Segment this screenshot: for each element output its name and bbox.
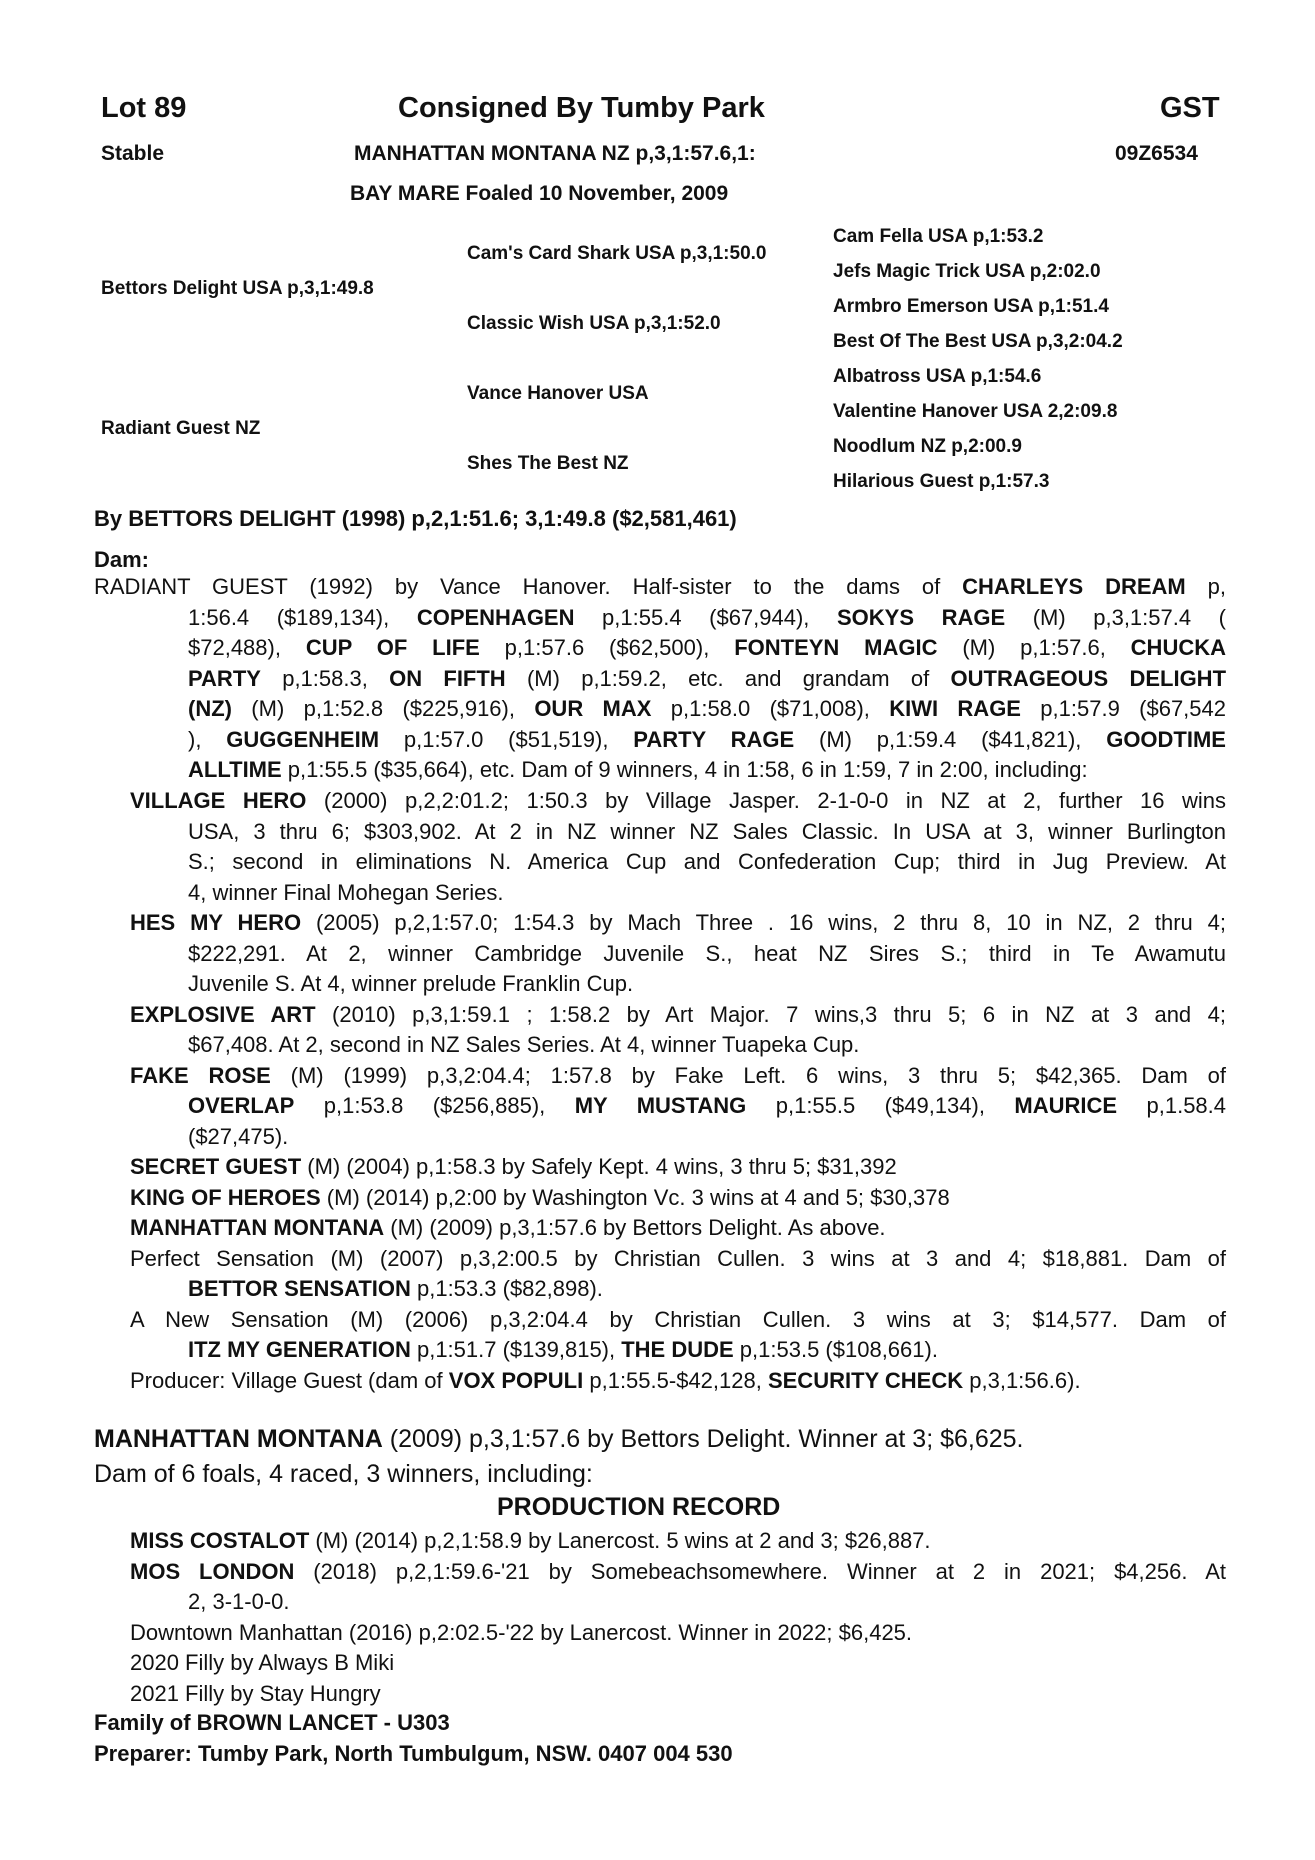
- production-entry: [130, 1557, 1226, 1618]
- progeny-entry-first-line: [130, 1000, 1226, 1031]
- progeny-entry: [130, 1000, 1226, 1061]
- pedigree-dam: Radiant Guest NZ: [101, 418, 261, 439]
- pedigree-g3-3: Armbro Emerson USA p,1:51.4: [833, 296, 1109, 317]
- bold-name: GOODTIME: [1106, 726, 1226, 752]
- bold-name: FAKE ROSE: [130, 1062, 271, 1088]
- text-run: p,1:57.0 ($51,519),: [379, 726, 634, 752]
- bold-name: FONTEYN MAGIC: [734, 635, 938, 660]
- text-run: 2020 Filly by Always B Miki: [130, 1650, 395, 1675]
- progeny-entry-line: [188, 847, 1226, 878]
- text-run: (M) p,1:52.8 ($225,916),: [231, 696, 535, 721]
- production-heading: PRODUCTION RECORD: [497, 1493, 781, 1521]
- pedigree-sire: Bettors Delight USA p,3,1:49.8: [101, 278, 374, 299]
- text-run: $222,291. At 2, winner Cambridge Juvenile S., heat NZ Sires S.; third in Te Awamutu: [188, 940, 1226, 966]
- progeny-entry-first-line: [130, 1061, 1226, 1092]
- bold-name: SOKYS RAGE: [836, 604, 1006, 630]
- bold-name: KIWI RAGE: [889, 696, 1021, 721]
- progeny-entry-line: [188, 939, 1226, 970]
- progeny-entry: [130, 1061, 1226, 1153]
- bold-name: THE DUDE: [621, 1337, 734, 1362]
- progeny-entry: [130, 908, 1226, 1000]
- text-run: A New Sensation (M) (2006) p,3,2:04.4 by Christian Cullen. 3 wins at 3; $14,577. Dam of: [130, 1306, 1226, 1332]
- pedigree-g3-1: Cam Fella USA p,1:53.2: [833, 226, 1044, 247]
- text-run: USA, 3 thru 6; $303,902. At 2 in NZ winner NZ Sales Classic. In USA at 3, winner Burlington: [188, 818, 1226, 844]
- production-entry: [130, 1526, 1226, 1557]
- dam-line: [188, 664, 1226, 695]
- progeny-entry: [130, 786, 1226, 908]
- pedigree-dam-dam: Shes The Best NZ: [467, 453, 629, 474]
- text-run: p,1:55.5 ($35,664), etc. Dam of 9 winners, 4 in 1:58, 6 in 1:59, 7 in 2:00, including:: [281, 757, 1088, 782]
- text-run: p,1:57.9 ($67,542: [1020, 696, 1227, 721]
- text-run: p,1:55.5-$42,128,: [583, 1367, 768, 1393]
- text-run: p,3,1:56.6).: [963, 1367, 1081, 1393]
- pedigree-g3-8: Hilarious Guest p,1:57.3: [833, 471, 1050, 492]
- bold-name: PARTY: [188, 665, 261, 691]
- bold-name: MANHATTAN MONTANA: [130, 1215, 385, 1240]
- text-run: (2018) p,2,1:59.6-'21 by Somebeachsomewhere. Winner at 2 in 2021; $4,256. At: [294, 1558, 1226, 1584]
- bold-name: OVERLAP: [188, 1093, 295, 1118]
- progeny-entry-line: [188, 1030, 1226, 1061]
- progeny-entry-first-line: [130, 1305, 1226, 1336]
- text-run: S.; second in eliminations N. America Cup and Confederation Cup; third in Jug Preview. At: [188, 849, 1226, 874]
- progeny-entry-continuation: [188, 1335, 1226, 1366]
- text-run: (2000) p,2,2:01.2; 1:50.3 by Village Jasper. 2-1-0-0 in NZ at 2, further 16 wins: [306, 788, 1227, 813]
- progeny-list: [130, 786, 1226, 1396]
- text-run: p,1:57.6 ($62,500),: [479, 635, 735, 660]
- text-run: (M) (1999) p,3,2:04.4; 1:57.8 by Fake Left. 6 wins, 3 thru 5; $42,365. Dam of: [270, 1062, 1226, 1088]
- progeny-entry: [130, 1152, 1226, 1183]
- bold-name: CHUCKA: [1130, 635, 1226, 660]
- bold-name: HES MY HERO: [130, 910, 302, 935]
- text-run: (2005) p,2,1:57.0; 1:54.3 by Mach Three . 16 wins, 2 thru 8, 10 in NZ, 2 thru 4;: [301, 910, 1226, 935]
- text-run: p,1.58.4: [1117, 1093, 1227, 1118]
- text-run: 2, 3-1-0-0.: [188, 1589, 290, 1614]
- brand-code: 09Z6534: [1115, 142, 1198, 165]
- text-run: p,: [1185, 574, 1226, 599]
- bold-name: VOX POPULI: [448, 1367, 584, 1393]
- progeny-entry-first-line: [130, 1244, 1226, 1275]
- bold-name: COPENHAGEN: [416, 604, 575, 630]
- bold-name: SECURITY CHECK: [767, 1367, 964, 1393]
- text-run: (M) (2009) p,3,1:57.6 by Bettors Delight. As above.: [384, 1215, 886, 1240]
- family-line: Family of BROWN LANCET - U303: [94, 1710, 450, 1735]
- lot-number: Lot 89: [101, 92, 187, 124]
- progeny-entry: [130, 1183, 1226, 1214]
- pedigree-g3-2: Jefs Magic Trick USA p,2:02.0: [833, 261, 1101, 282]
- text-run: (M) p,1:59.2, etc. and grandam of: [505, 665, 951, 691]
- text-run: Juvenile S. At 4, winner prelude Franklin Cup.: [188, 971, 634, 996]
- text-run: (M) p,1:59.4 ($41,821),: [794, 726, 1107, 752]
- text-run: (2009) p,3,1:57.6 by Bettors Delight. Winner at 3; $6,625.: [382, 1425, 1024, 1453]
- production-list: [130, 1526, 1226, 1709]
- dam-paragraph: [94, 572, 1226, 786]
- production-entry-first-line: [130, 1679, 1226, 1710]
- bold-name: CHARLEYS DREAM: [962, 574, 1186, 599]
- bold-name: MISS COSTALOT: [130, 1528, 310, 1553]
- bold-name: SECRET GUEST: [130, 1154, 302, 1179]
- progeny-entry-first-line: [130, 1213, 1226, 1244]
- bold-name: (NZ): [188, 696, 232, 721]
- production-entry-first-line: [130, 1557, 1226, 1588]
- text-run: ),: [188, 726, 227, 752]
- production-entry-continuation: [188, 1587, 1226, 1618]
- text-run: p,1:53.8 ($256,885),: [294, 1093, 575, 1118]
- dam-line: [188, 633, 1226, 664]
- bold-name: MANHATTAN MONTANA: [94, 1425, 383, 1453]
- progeny-entry-continuation: [188, 1091, 1226, 1152]
- text-run: Producer: Village Guest (dam of: [130, 1367, 449, 1393]
- text-run: (2010) p,3,1:59.1 ; 1:58.2 by Art Major. 7 wins,3 thru 5; 6 in NZ at 3 and 4;: [315, 1001, 1226, 1027]
- horse-title: MANHATTAN MONTANA NZ p,3,1:57.6,1:: [354, 142, 756, 165]
- dam-label: Dam:: [94, 547, 150, 572]
- preparer-line: Preparer: Tumby Park, North Tumbulgum, NSW. 0407 004 530: [94, 1741, 733, 1766]
- dam-line: [188, 603, 1226, 634]
- text-run: (M) (2014) p,2,1:58.9 by Lanercost. 5 wins at 2 and 3; $26,887.: [309, 1528, 931, 1553]
- text-run: p,1:55.4 ($67,944),: [574, 604, 837, 630]
- progeny-entry-continuation: [188, 1030, 1226, 1061]
- progeny-entry-first-line: [130, 1152, 1226, 1183]
- progeny-entry-line: [188, 1335, 1226, 1366]
- production-entry-line: [188, 1587, 1226, 1618]
- production-entry-first-line: [130, 1648, 1226, 1679]
- progeny-entry: [130, 1305, 1226, 1366]
- bold-name: MOS LONDON: [130, 1558, 295, 1584]
- bold-name: EXPLOSIVE ART: [130, 1001, 316, 1027]
- text-run: 4, winner Final Mohegan Series.: [188, 879, 504, 905]
- pedigree-g3-5: Albatross USA p,1:54.6: [833, 366, 1042, 387]
- bold-name: MAURICE: [1014, 1093, 1118, 1118]
- text-run: p,1:58.3,: [260, 665, 390, 691]
- text-run: (M) p,1:57.6,: [937, 635, 1131, 660]
- production-entry-first-line: [130, 1618, 1226, 1649]
- bold-name: BETTOR SENSATION: [188, 1276, 411, 1301]
- dam-line: [188, 725, 1226, 756]
- text-run: p,1:55.5 ($49,134),: [746, 1093, 1015, 1118]
- bold-name: CUP OF LIFE: [305, 635, 480, 660]
- text-run: p,1:53.5 ($108,661).: [733, 1337, 938, 1362]
- text-run: (M) (2014) p,2:00 by Washington Vc. 3 wins at 4 and 5; $30,378: [320, 1184, 950, 1210]
- production-entry: [130, 1618, 1226, 1649]
- bold-name: KING OF HEROES: [130, 1184, 321, 1210]
- dam-line: [188, 755, 1226, 786]
- bold-name: ON FIFTH: [389, 665, 506, 691]
- location-label: Stable: [101, 142, 165, 165]
- progeny-entry-line: [188, 969, 1226, 1000]
- horse-description: BAY MARE Foaled 10 November, 2009: [350, 182, 729, 205]
- text-run: p,1:53.3 ($82,898).: [410, 1276, 603, 1301]
- progeny-entry-continuation: [188, 939, 1226, 1000]
- text-run: 1:56.4 ($189,134),: [188, 604, 417, 630]
- text-run: Downtown Manhattan (2016) p,2:02.5-'22 by Lanercost. Winner in 2022; $6,425.: [130, 1619, 913, 1645]
- gst-label: GST: [1160, 92, 1220, 124]
- progeny-entry-continuation: [188, 1274, 1226, 1305]
- text-run: p,1:58.0 ($71,008),: [651, 696, 890, 721]
- bold-name: GUGGENHEIM: [226, 726, 380, 752]
- progeny-entry-line: [188, 817, 1226, 848]
- pedigree-g3-7: Noodlum NZ p,2:00.9: [833, 436, 1022, 457]
- progeny-entry: [130, 1244, 1226, 1305]
- pedigree-dam-sire: Vance Hanover USA: [467, 383, 649, 404]
- text-run: (M) p,3,1:57.4 (: [1005, 604, 1226, 630]
- bold-name: VILLAGE HERO: [130, 788, 307, 813]
- text-run: 2021 Filly by Stay Hungry: [130, 1680, 381, 1706]
- progeny-entry: [130, 1366, 1226, 1397]
- text-run: (M) (2004) p,1:58.3 by Safely Kept. 4 wins, 3 thru 5; $31,392: [301, 1154, 897, 1179]
- production-entry: [130, 1679, 1226, 1710]
- pedigree-g3-6: Valentine Hanover USA 2,2:09.8: [833, 401, 1118, 422]
- text-run: Perfect Sensation (M) (2007) p,3,2:00.5 by Christian Cullen. 3 wins at 3 and 4; $18,881. Dam of: [130, 1245, 1226, 1271]
- bold-name: PARTY RAGE: [633, 726, 795, 752]
- pedigree-g3-4: Best Of The Best USA p,3,2:04.2: [833, 331, 1123, 352]
- text-run: p,1:51.7 ($139,815),: [410, 1337, 622, 1362]
- progeny-entry-line: [188, 1274, 1226, 1305]
- production-entry-first-line: [130, 1526, 1226, 1557]
- dam-continuation: [188, 603, 1226, 786]
- progeny-entry-line: [188, 878, 1226, 909]
- progeny-entry-first-line: [130, 786, 1226, 817]
- text-run: $67,408. At 2, second in NZ Sales Series. At 4, winner Tuapeka Cup.: [188, 1032, 860, 1057]
- text-run: ($27,475).: [188, 1123, 289, 1149]
- progeny-entry-line: [188, 1091, 1226, 1122]
- subject-foals: Dam of 6 foals, 4 raced, 3 winners, including:: [94, 1460, 593, 1488]
- progeny-entry-first-line: [130, 1183, 1226, 1214]
- pedigree-sire-dam: Classic Wish USA p,3,1:52.0: [467, 313, 721, 334]
- bold-name: MY MUSTANG: [574, 1093, 747, 1118]
- progeny-entry-first-line: [130, 908, 1226, 939]
- bold-name: ALLTIME: [188, 757, 282, 782]
- production-entry: [130, 1648, 1226, 1679]
- text-run: RADIANT GUEST (1992) by Vance Hanover. Half-sister to the dams of: [94, 574, 963, 599]
- bold-name: OUR MAX: [534, 696, 652, 721]
- progeny-entry: [130, 1213, 1226, 1244]
- consignor: Consigned By Tumby Park: [398, 92, 765, 124]
- pedigree-sire-sire: Cam's Card Shark USA p,3,1:50.0: [467, 243, 767, 264]
- text-run: $72,488),: [188, 635, 306, 660]
- bold-name: OUTRAGEOUS DELIGHT: [950, 665, 1227, 691]
- progeny-entry-continuation: [188, 817, 1226, 909]
- progeny-entry-first-line: [130, 1366, 1226, 1397]
- dam-line: [188, 694, 1226, 725]
- subject-summary: [94, 1425, 1024, 1454]
- progeny-entry-line: [188, 1122, 1226, 1153]
- bold-name: ITZ MY GENERATION: [188, 1337, 411, 1362]
- dam-first-line: [94, 572, 1226, 603]
- sire-summary: By BETTORS DELIGHT (1998) p,2,1:51.6; 3,1:49.8 ($2,581,461): [94, 506, 737, 531]
